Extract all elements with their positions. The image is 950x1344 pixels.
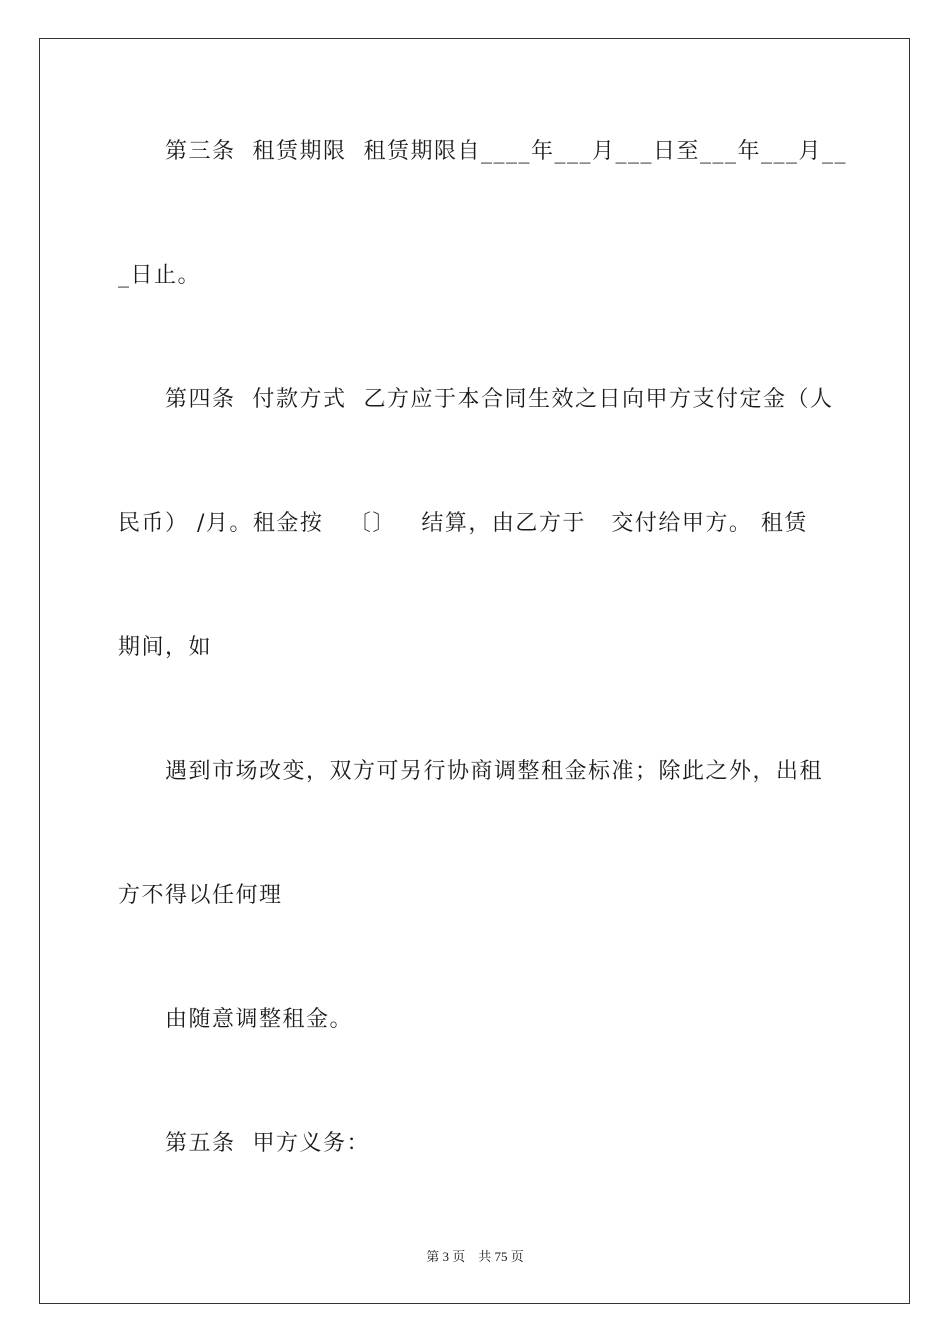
page-number-footer: 第 3 页 共 75 页 (426, 1249, 524, 1264)
paragraph-line: 遇到市场改变，双方可另行协商调整租金标准；除此之外，出租 (165, 759, 824, 784)
paragraph-line: 第三条 租赁期限 租赁期限自____年___月___日至___年___月__ (165, 139, 847, 164)
paragraph-line: 第四条 付款方式 乙方应于本合同生效之日向甲方支付定金（人 (165, 387, 834, 412)
paragraph-line: 第五条 甲方义务： (165, 1131, 370, 1156)
paragraph-line: _日止。 (118, 263, 202, 288)
paragraph-line: 由随意调整租金。 (165, 1007, 354, 1032)
paragraph-line: 方不得以任何理 (118, 883, 283, 908)
paragraph-line: 民币） /月。租金按 〔〕 结算，由乙方于 交付给甲方。 租赁 (118, 511, 808, 536)
page-border (39, 38, 910, 1304)
paragraph-line: 期间，如 (118, 635, 213, 660)
